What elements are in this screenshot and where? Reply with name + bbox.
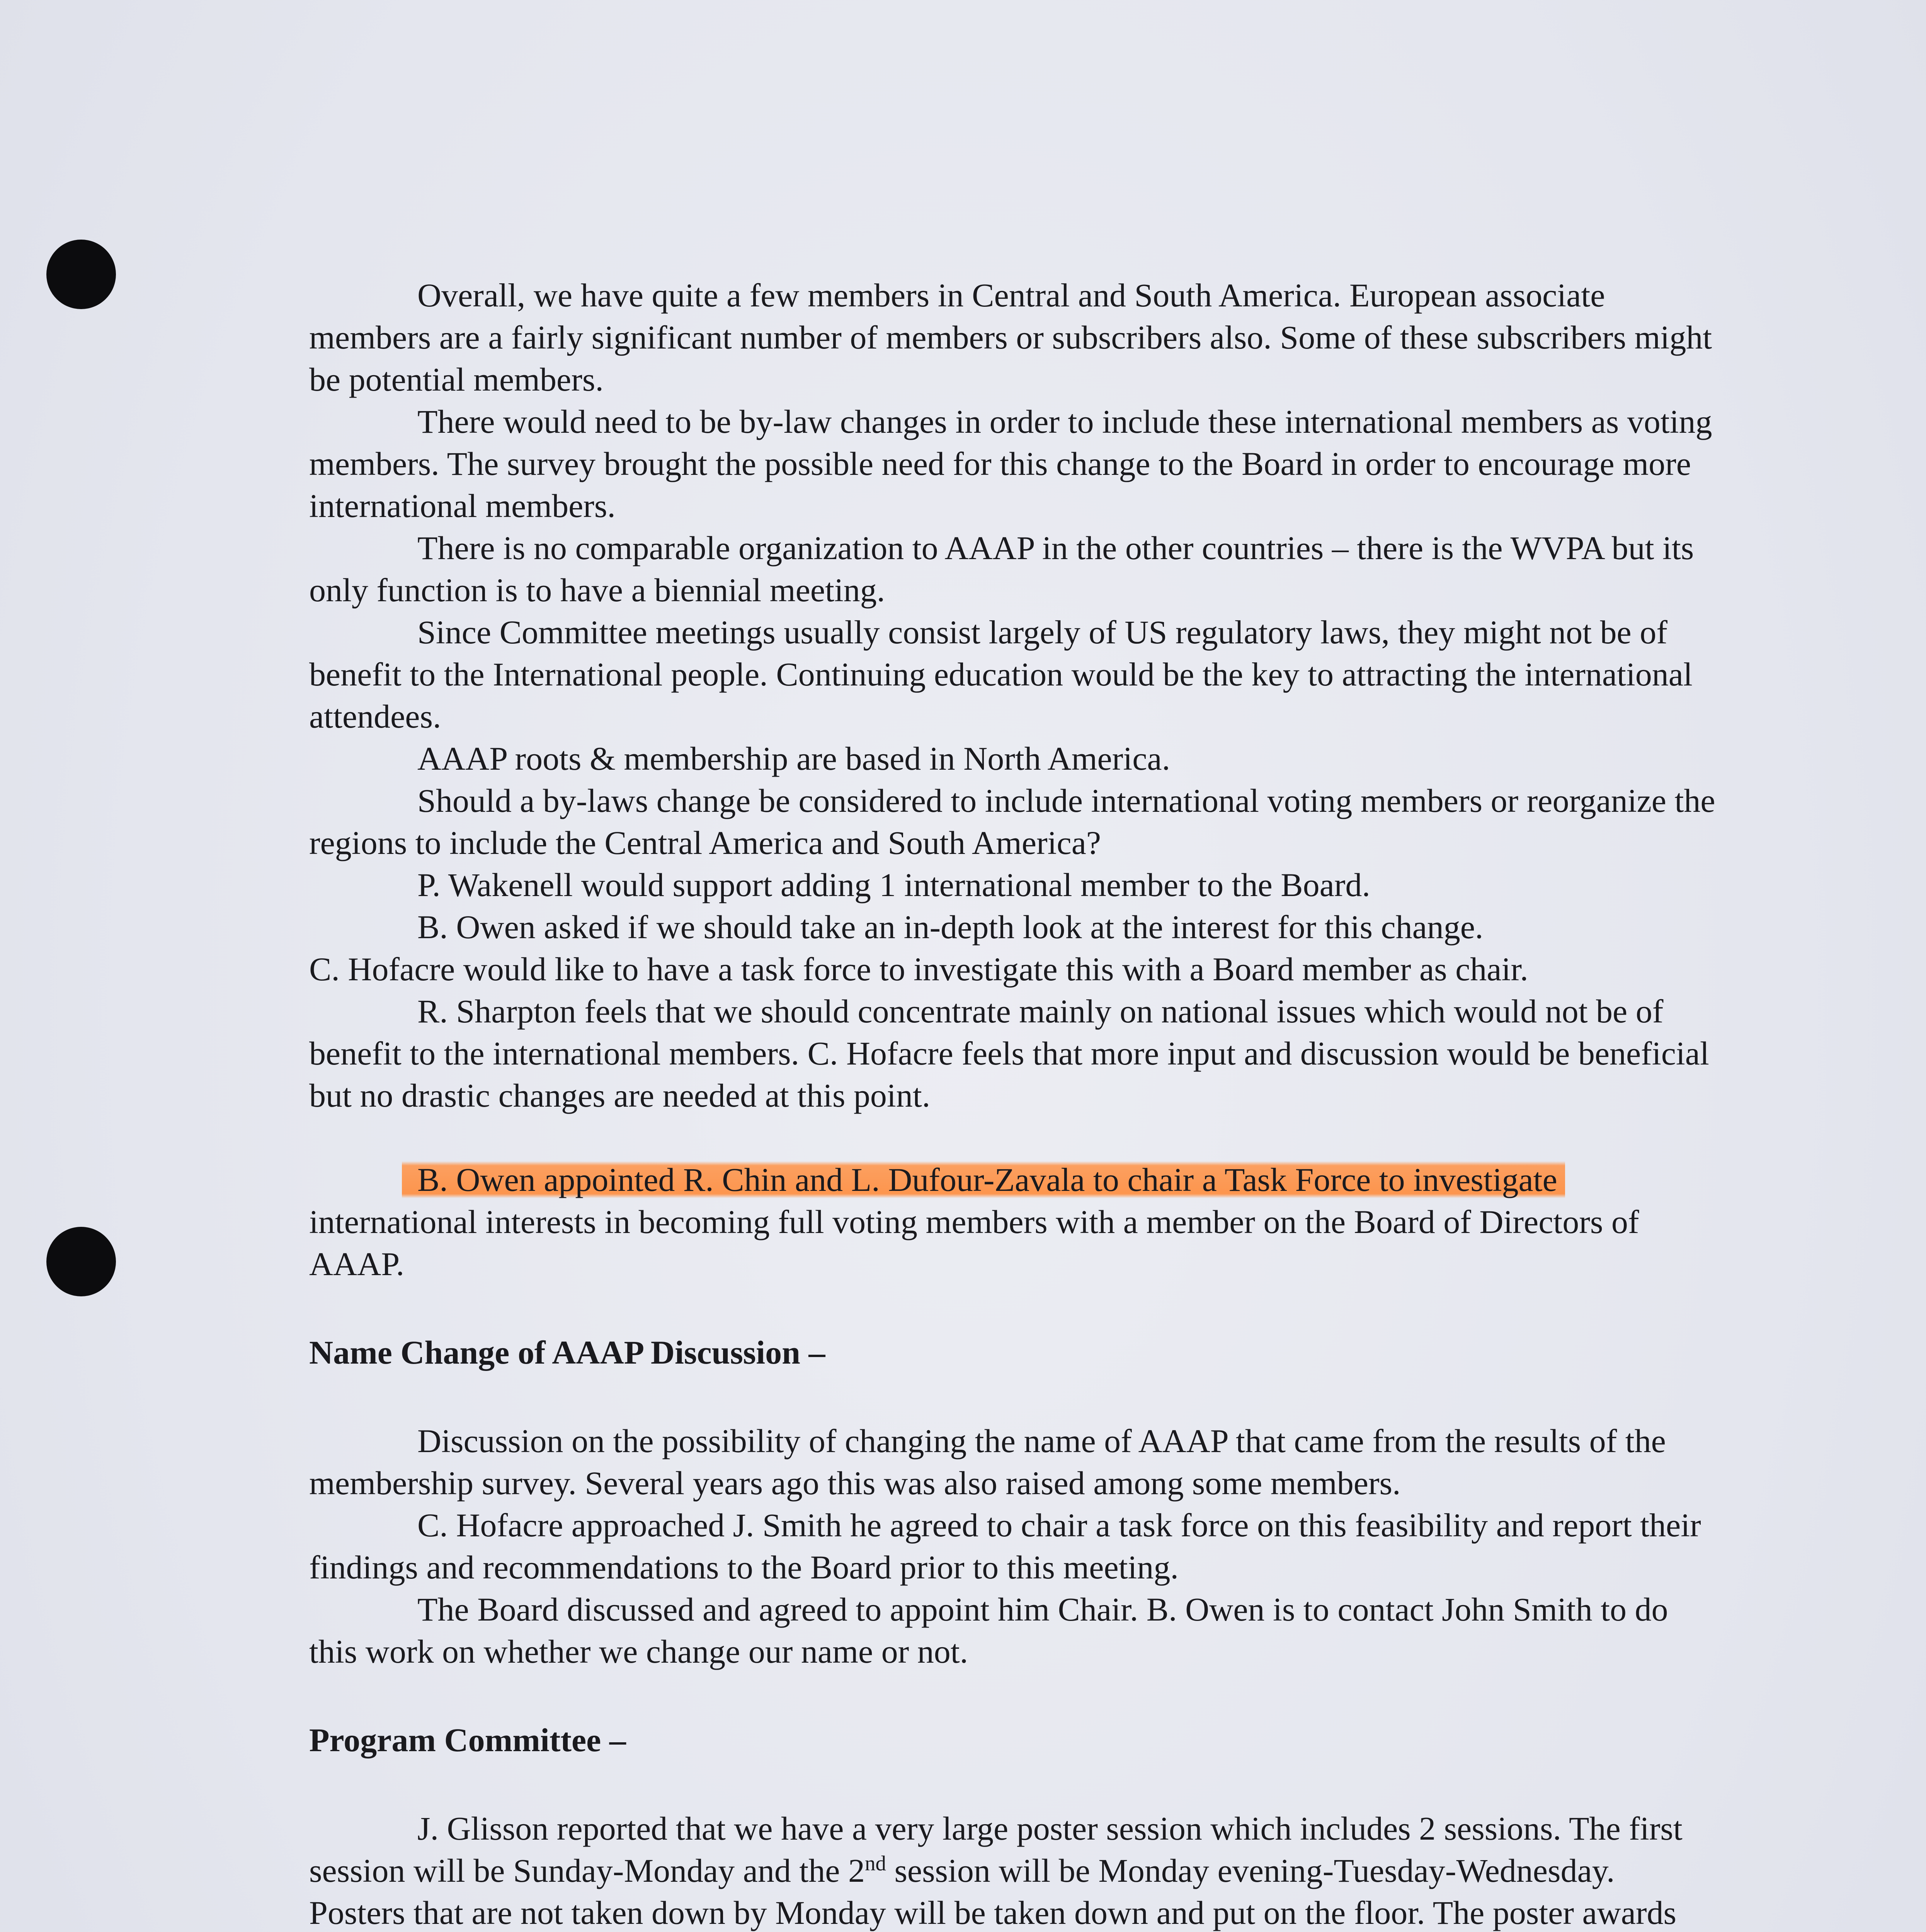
paragraph-appointment — [309, 1159, 1716, 1285]
document-body — [309, 274, 1716, 1932]
binder-hole-middle — [46, 1227, 116, 1296]
paragraph-no-comparable-org: There is no comparable organization to AAAP in the other countries – there is the WVPA but its only function is to have a biennial meeting. — [309, 529, 1694, 609]
paragraph-name-change-discussion: Discussion on the possibility of changing the name of AAAP that came from the results of the membership survey. Several years ago this was also raised among some members. — [309, 1422, 1666, 1502]
spacer — [309, 1673, 1716, 1719]
binder-hole-top — [46, 240, 116, 309]
heading-program-committee: Program Committee – — [309, 1721, 626, 1759]
paragraph-board-appoint-chair: The Board discussed and agreed to appoint him Chair. B. Owen is to contact John Smith to do this work on whether we change our name or not. — [309, 1591, 1668, 1670]
poster-text-part2: session will be Monday evening-Tuesday-Wednesday. Posters that are not taken down by Monday will be taken down and put on the floor. The poster awards — [309, 1852, 1677, 1931]
paragraph-hofacre-taskforce: C. Hofacre would like to have a task force to investigate this with a Board member as chair. — [309, 951, 1528, 988]
heading-name-change: Name Change of AAAP Discussion – — [309, 1334, 825, 1371]
paragraph-committee-meetings: Since Committee meetings usually consist largely of US regulatory laws, they might not be of benefit to the International people. Continuing education would be the key to attracting the international attendees. — [309, 614, 1693, 735]
paragraph-bylaw-changes: There would need to be by-law changes in order to include these international members as voting members. The survey brought the possible need for this change to the Board in order to encourage more international members. — [309, 403, 1712, 524]
paragraph-sharpton: R. Sharpton feels that we should concentrate mainly on national issues which would not be of benefit to the international members. C. Hofacre feels that more input and discussion would be beneficial but no drastic changes are needed at this point. — [309, 993, 1709, 1114]
paragraph-poster-sessions — [309, 1808, 1716, 1932]
paragraph-owen-asked: B. Owen asked if we should take an in-depth look at the interest for this change. — [417, 908, 1484, 946]
paragraph-wakenell: P. Wakenell would support adding 1 international member to the Board. — [417, 866, 1370, 903]
spacer — [309, 1761, 1716, 1808]
poster-text-part1: J. Glisson reported that we have a very large poster session which includes 2 sessions. The first session will be Sunday-Monday and the 2 — [309, 1810, 1683, 1889]
spacer — [309, 1117, 1716, 1159]
spacer — [309, 1374, 1716, 1420]
appointment-rest-text: international interests in becoming full voting members with a member on the Board of Directors of AAAP. — [309, 1203, 1639, 1282]
paragraph-intl-members: Overall, we have quite a few members in Central and South America. European associate members are a fairly significant number of members or subscribers also. Some of these subscribers might be potential members. — [309, 277, 1712, 398]
highlighted-appointment-text: B. Owen appointed R. Chin and L. Dufour-Zavala to chair a Task Force to investigate — [402, 1161, 1565, 1198]
ordinal-suffix: nd — [864, 1851, 886, 1875]
paragraph-aaap-roots: AAAP roots & membership are based in North America. — [417, 740, 1171, 777]
paragraph-bylaws-question: Should a by-laws change be considered to include international voting members or reorganize the regions to include the Central America and South America? — [309, 782, 1715, 861]
spacer — [309, 1285, 1716, 1332]
paragraph-smith-taskforce: C. Hofacre approached J. Smith he agreed to chair a task force on this feasibility and report their findings and recommendations to the Board prior to this meeting. — [309, 1507, 1701, 1586]
